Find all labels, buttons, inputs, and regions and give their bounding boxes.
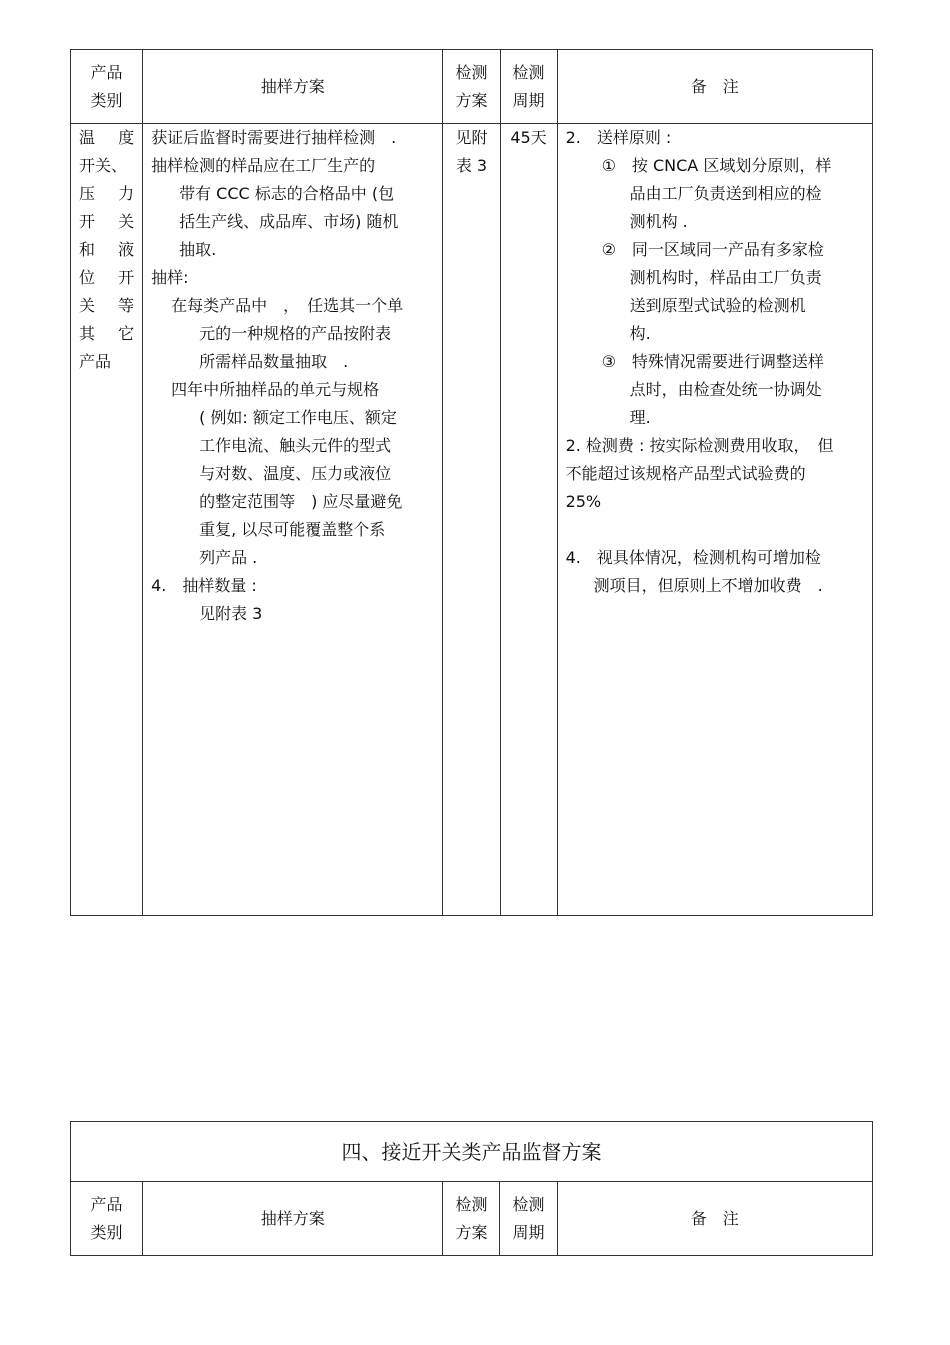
text-line: 4. 视具体情况，检测机构可增加检: [565, 548, 821, 567]
text-line: 不能超过该规格产品型式试验费的: [565, 464, 806, 483]
category-char: 和: [79, 240, 96, 259]
text-line: 与对数、温度、压力或液位: [199, 464, 392, 483]
category-char: 关: [118, 212, 135, 231]
category-char: 开关、: [79, 156, 128, 175]
category-char: 开: [79, 212, 96, 231]
scheme-cell: 见附 表 3: [443, 124, 500, 916]
category-char: 其: [79, 324, 96, 343]
category-char: 压: [79, 184, 96, 203]
header-period: 检测 周期: [500, 50, 557, 124]
text-line: 列产品 .: [199, 548, 258, 567]
text-line: 构.: [629, 324, 651, 343]
category-line: [79, 152, 134, 180]
supervision-table-2: [70, 1121, 873, 1256]
text-line: 测机构时，样品由工厂负责: [629, 268, 822, 287]
remarks-cell: [557, 124, 872, 916]
category-char: 温: [79, 128, 96, 147]
text-line: 括生产线、成品库、市场) 随机: [179, 212, 399, 231]
supervision-table-1: [70, 49, 873, 916]
category-line: [79, 236, 134, 264]
category-char: 关: [79, 296, 96, 315]
category-line: [79, 264, 134, 292]
text-line: 25%: [565, 492, 602, 511]
text-line: ① 按 CNCA 区域划分原则，样: [601, 156, 832, 175]
header-category: 产品 类别: [71, 50, 143, 124]
period-cell: 45天: [500, 124, 557, 916]
category-line: [79, 292, 134, 320]
category-char: 液: [118, 240, 135, 259]
text-line: 四年中所抽样品的单元与规格: [171, 380, 380, 399]
header-sampling: 抽样方案: [143, 50, 443, 124]
table-header-row: [71, 50, 873, 124]
text-line: 4. 抽样数量 :: [151, 576, 257, 595]
header-remarks: 备 注: [557, 1182, 872, 1256]
text-line: 2. 送样原则 :: [565, 128, 672, 147]
table-row: [71, 124, 873, 916]
header-remarks: 备 注: [557, 50, 872, 124]
header-period: 检测 周期: [500, 1182, 557, 1256]
text-line: ② 同一区域同一产品有多家检: [601, 240, 824, 259]
category-char: 开: [118, 268, 135, 287]
category-line: [79, 124, 134, 152]
category-char: 它: [118, 324, 135, 343]
category-cell: [71, 124, 143, 916]
text-line: 抽取.: [179, 240, 217, 259]
sampling-plan-cell: [143, 124, 443, 916]
text-line: 的整定范围等 ) 应尽量避免: [199, 492, 403, 511]
header-scheme: 检测 方案: [443, 50, 500, 124]
text-line: 重复, 以尽可能覆盖整个系: [199, 520, 386, 539]
text-line: 带有 CCC 标志的合格品中 (包: [179, 184, 395, 203]
category-char: 产品: [79, 352, 112, 371]
text-line: 工作电流、触头元件的型式: [199, 436, 392, 455]
text-line: 品由工厂负责送到相应的检: [629, 184, 822, 203]
header-sampling: 抽样方案: [143, 1182, 443, 1256]
category-line: [79, 208, 134, 236]
category-char: 力: [118, 184, 135, 203]
section-title: 四、接近开关类产品监督方案: [71, 1122, 873, 1182]
text-line: 点时，由检查处统一协调处: [629, 380, 822, 399]
text-line: 见附表 3: [199, 604, 263, 623]
text-line: 测项目，但原则上不增加收费 .: [593, 576, 823, 595]
text-line: ③ 特殊情况需要进行调整送样: [601, 352, 824, 371]
text-line: 元的一种规格的产品按附表: [199, 324, 392, 343]
text-line: 理.: [629, 408, 651, 427]
category-char: 等: [118, 296, 135, 315]
table-header-row: [71, 1182, 873, 1256]
text-line: [566, 516, 864, 544]
section-title-row: [71, 1122, 873, 1182]
text-line: 抽样:: [151, 268, 189, 287]
text-line: 2. 检测费 : 按实际检测费用收取， 但: [565, 436, 834, 455]
category-char: 位: [79, 268, 96, 287]
text-line: ( 例如: 额定工作电压、额定: [199, 408, 397, 427]
text-line: 在每类产品中 ， 任选其一个单: [171, 296, 404, 315]
text-line: 获证后监督时需要进行抽样检测 .: [151, 128, 397, 147]
text-line: 所需样品数量抽取 .: [199, 352, 349, 371]
category-line: [79, 320, 134, 348]
header-category: 产品 类别: [71, 1182, 143, 1256]
category-line: [79, 348, 134, 376]
category-line: [79, 180, 134, 208]
header-scheme: 检测 方案: [443, 1182, 500, 1256]
text-line: 送到原型式试验的检测机: [629, 296, 806, 315]
text-line: 测机构 .: [629, 212, 688, 231]
text-line: 抽样检测的样品应在工厂生产的: [151, 156, 376, 175]
category-char: 度: [118, 128, 135, 147]
